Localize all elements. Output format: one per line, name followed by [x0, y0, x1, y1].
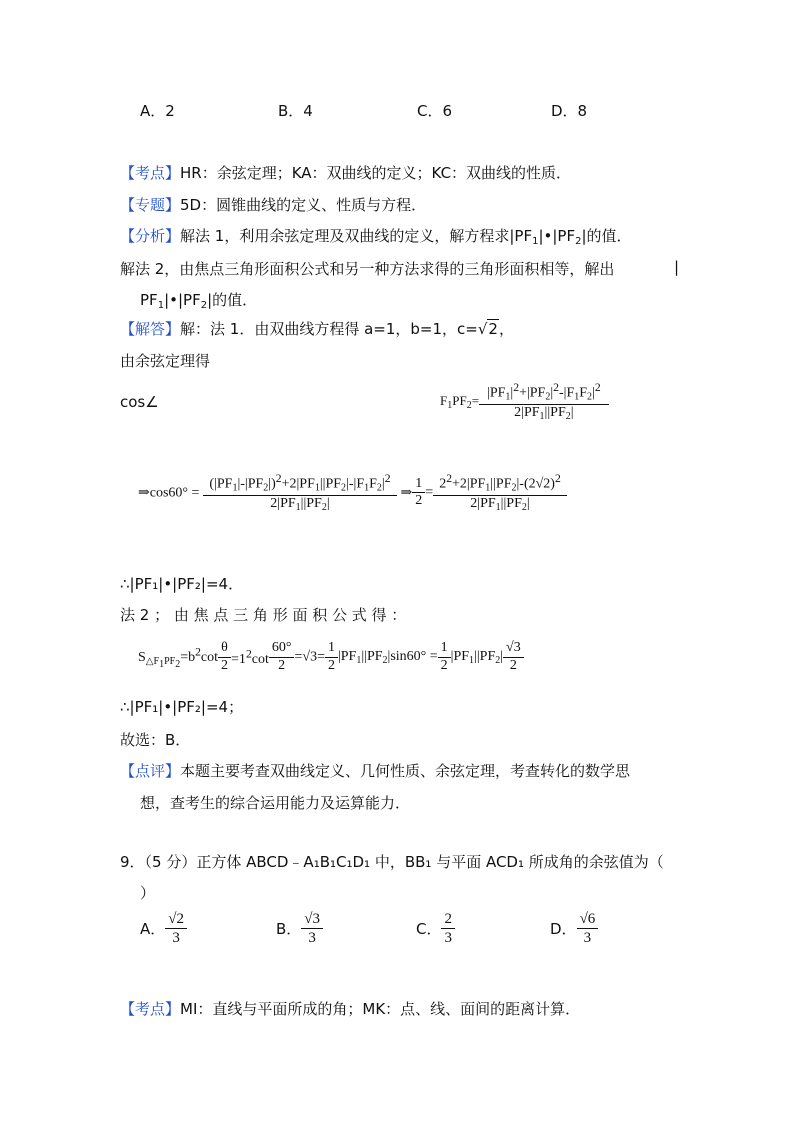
kaodian-text: HR：余弦定理；KA：双曲线的定义；KC：双曲线的性质．: [180, 164, 572, 182]
jieda-tag: 【解答】: [120, 320, 181, 338]
q9-option-b: B． $\frac{√3}{3}$: [276, 910, 323, 947]
method2-heading: 法 2 ； 由 焦 点 三 角 形 面 积 公 式 得 ：: [120, 606, 407, 624]
cos-angle: cos∠: [120, 393, 159, 411]
answer: 故选：B．: [120, 731, 191, 749]
fenxi-text: 解法 1，利用余弦定理及双曲线的定义，解方程求: [180, 227, 510, 245]
cosine-formula: [440, 381, 609, 423]
q9-close: ）: [140, 884, 156, 902]
q9-option-d: D． $\frac{√6}{3}$: [550, 910, 598, 947]
zhuanti-tag: 【专题】: [120, 196, 181, 214]
fenxi-line: [120, 225, 632, 247]
q8-options: [140, 100, 587, 121]
method2-line2: $PF_1|•|PF_2|$的值．: [140, 291, 258, 311]
q8-option-d: D．8: [551, 102, 588, 120]
kaodian-line: [120, 162, 571, 183]
area-formula: $S_{\triangle F_1PF_2}=b^2\cot$ $\frac{\theta}{2}$ $=1^2\cot$ $\frac{60^\circ}{2}$ =√3= $\frac{1}{2}$ $|PF_1||PF_2|\sin 60^\circ$ = $\frac{1}{2}$ $|PF_1||PF_2|$ $\frac{√3}{2}$: [138, 640, 524, 675]
pf-product-expr-2: $PF_1|•|PF_2|$: [140, 291, 213, 311]
jieda-text: 解：法 1．由双曲线方程得 a=1，b=1，c=: [180, 320, 478, 338]
q9-option-a: A． $\frac{√2}{3}$: [140, 910, 187, 947]
pf-product-expr: $|PF_1|•|PF_2|$: [509, 227, 587, 247]
q8-option-a: A．2: [140, 102, 175, 120]
q9-stem: 9．（5 分）正方体 ABCD﹣A₁B₁C₁D₁ 中，BB₁ 与平面 ACD₁ 所成角的余弦值为（: [120, 853, 664, 871]
cosine-fraction: $\frac{|PF_1|^2+|PF_2|^2-|F_1F_2|^2}{2|PF_1||PF_2|}$: [479, 381, 609, 423]
fenxi-tail: 的值．: [586, 227, 632, 245]
q8-option-c: C．6: [417, 102, 453, 120]
sqrt-2: √2: [477, 320, 498, 338]
dianping-line1: 【点评】本题主要考查双曲线定义、几何性质、余弦定理，考查转化的数学思: [120, 762, 631, 780]
kaodian2-line: 【考点】MI：直线与平面所成的角；MK：点、线、面间的距离计算．: [120, 1000, 581, 1018]
cos60-equation: ⇒cos60° = $\frac{(|PF_1|-|PF_2|)^2+2|PF_1||PF_2|-|F_1F_2|^2}{2|PF_1||PF_2|}$ ⇒ $\frac{1}{2}$ = $\frac{2^2+2|PF_1||PF_2|-(2√2)^2}{2|PF_1||PF_2|}$: [138, 472, 567, 514]
method2-line1: 解法 2，由焦点三角形面积公式和另一种方法求得的三角形面积相等，解出: [120, 260, 615, 278]
zhuanti-text: 5D：圆锥曲线的定义、性质与方程．: [180, 196, 427, 214]
q8-option-b: B．4: [278, 102, 313, 120]
kaodian-tag: 【考点】: [120, 164, 181, 182]
dianping-line2: 想，查考生的综合运用能力及运算能力．: [140, 794, 411, 812]
dianping-tag: 【点评】: [120, 762, 181, 780]
result-2: ∴|PF₁|•|PF₂|=4；: [120, 698, 244, 716]
result-1: ∴|PF₁|•|PF₂|=4．: [120, 575, 244, 593]
fenxi-tag: 【分析】: [120, 227, 181, 245]
jieda-line: 【解答】解：法 1．由双曲线方程得 a=1，b=1，c=√2，: [120, 320, 514, 338]
cosine-lhs: $F_1PF_2=$: [440, 392, 480, 411]
q9-option-c: C． $\frac{2}{3}$: [416, 910, 455, 947]
kaodian2-tag: 【考点】: [120, 1000, 181, 1018]
zhuanti-line: [120, 194, 426, 215]
cosine-law-text: 由余弦定理得: [120, 352, 211, 370]
